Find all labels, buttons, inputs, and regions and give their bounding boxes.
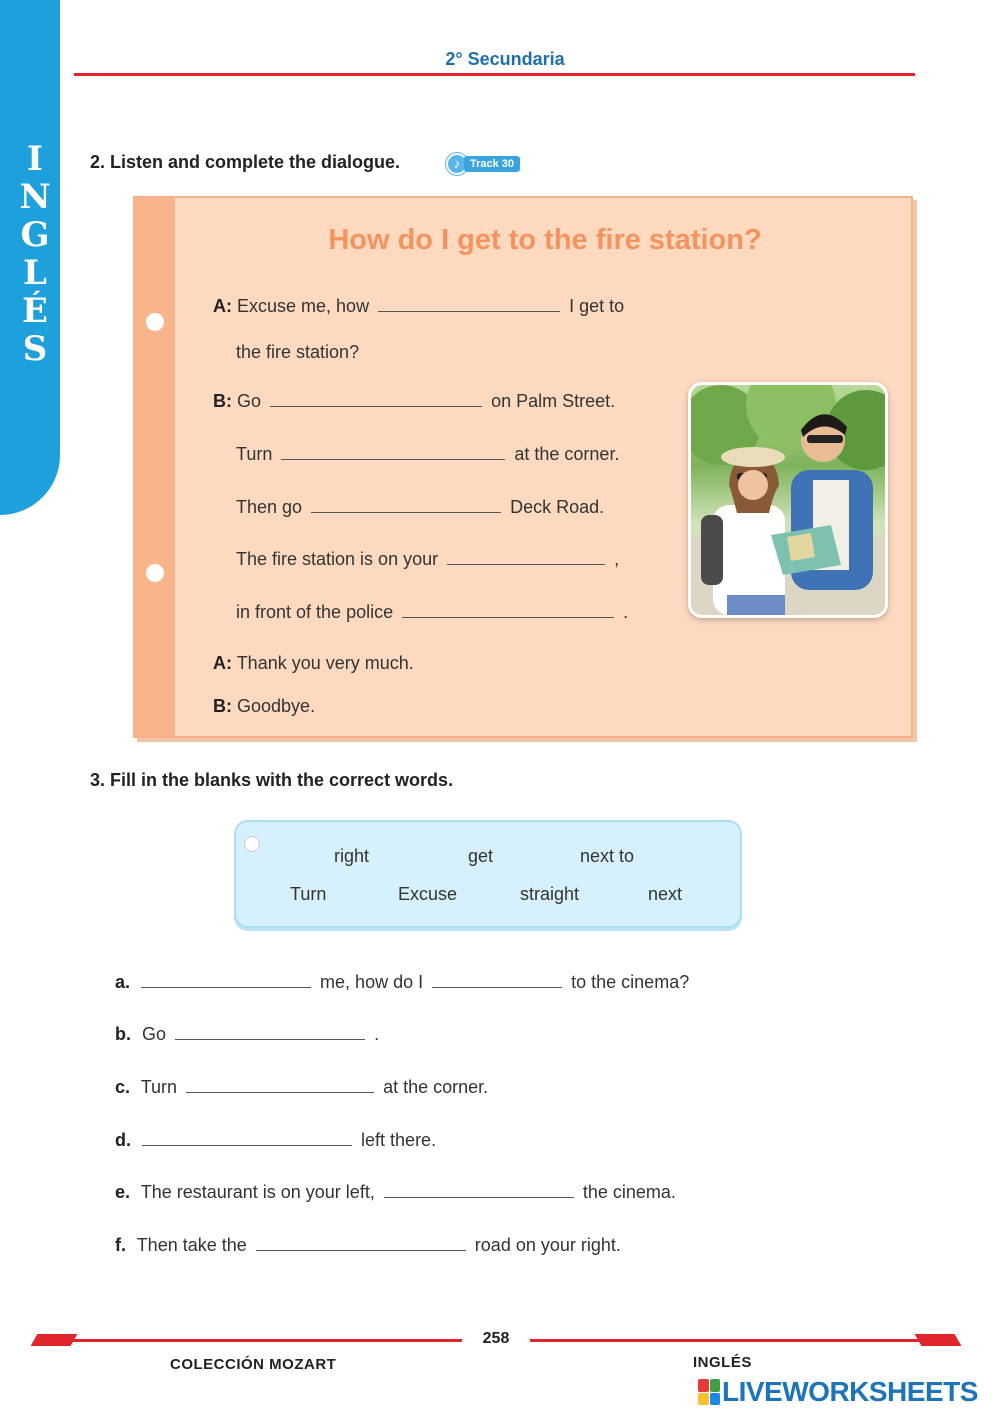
blank-input[interactable] bbox=[384, 1180, 574, 1198]
side-letter: L bbox=[23, 253, 47, 293]
footer-accent-right bbox=[915, 1334, 962, 1346]
footer-divider-right bbox=[530, 1339, 930, 1342]
line-text: I get to bbox=[569, 296, 625, 316]
tourists-map-photo bbox=[688, 382, 888, 618]
line-text: . bbox=[623, 602, 629, 622]
footer-collection: COLECCIÓN MOZART bbox=[170, 1356, 337, 1373]
side-tab-letters bbox=[20, 140, 50, 368]
word-bank-item: Excuse bbox=[398, 884, 458, 904]
dialogue-line bbox=[213, 389, 615, 412]
line-text: on Palm Street. bbox=[491, 391, 616, 411]
exercise-f bbox=[115, 1233, 621, 1256]
dialogue-line bbox=[236, 442, 619, 465]
exercise-text: left there. bbox=[361, 1130, 437, 1150]
exercise-text: me, how do I bbox=[320, 972, 424, 992]
line-text: Deck Road. bbox=[510, 497, 605, 517]
exercise-a bbox=[115, 970, 689, 993]
side-letter: I bbox=[27, 139, 43, 179]
dialogue-line bbox=[213, 653, 414, 674]
binder-hole bbox=[146, 564, 164, 582]
word-bank-item: next bbox=[648, 884, 683, 904]
blank-input[interactable] bbox=[256, 1233, 466, 1251]
exercise-text: Go bbox=[142, 1024, 167, 1044]
dialogue-line bbox=[213, 294, 624, 317]
liveworksheets-logo[interactable] bbox=[698, 1376, 978, 1408]
binder-hole bbox=[244, 836, 260, 852]
exercise-d bbox=[115, 1128, 436, 1151]
section3-heading: 3. Fill in the blanks with the correct words. bbox=[90, 770, 454, 790]
side-letter: S bbox=[22, 329, 48, 369]
side-letter: G bbox=[20, 215, 50, 255]
exercise-label: a. bbox=[115, 972, 131, 992]
blank-input[interactable] bbox=[186, 1075, 374, 1093]
header-divider bbox=[74, 73, 915, 76]
liveworksheets-icon bbox=[698, 1379, 720, 1405]
exercise-text: at the corner. bbox=[383, 1077, 489, 1097]
liveworksheets-brand: LIVEWORKSHEETS bbox=[722, 1376, 978, 1407]
blank-input[interactable] bbox=[402, 600, 614, 618]
side-letter: N bbox=[19, 177, 51, 217]
speaker-label: A: bbox=[213, 296, 232, 316]
blank-input[interactable] bbox=[281, 442, 505, 460]
tourists-illustration bbox=[691, 385, 888, 618]
speaker-label: A: bbox=[213, 653, 232, 673]
page-number: 258 bbox=[482, 1330, 510, 1347]
section2-heading: 2. Listen and complete the dialogue. bbox=[90, 152, 401, 172]
exercise-c bbox=[115, 1075, 488, 1098]
dialogue-line bbox=[236, 600, 628, 623]
page-header-title: 2° Secundaria bbox=[445, 49, 565, 69]
word-bank-item: straight bbox=[520, 884, 580, 904]
audio-track-button[interactable] bbox=[446, 152, 520, 176]
blank-input[interactable] bbox=[432, 970, 562, 988]
side-letter: É bbox=[22, 291, 48, 331]
line-text: Thank you very much. bbox=[236, 653, 414, 673]
exercise-label: c. bbox=[115, 1077, 131, 1097]
word-bank-item: get bbox=[468, 846, 494, 866]
blank-input[interactable] bbox=[311, 495, 501, 513]
line-text: Excuse me, how bbox=[237, 296, 370, 316]
dialogue-line bbox=[236, 342, 359, 363]
track-label: Track 30 bbox=[464, 156, 520, 172]
blank-input[interactable] bbox=[142, 1128, 352, 1146]
exercise-b bbox=[115, 1022, 379, 1045]
line-text: , bbox=[614, 549, 620, 569]
dialogue-line bbox=[236, 495, 604, 518]
exercise-label: d. bbox=[115, 1130, 131, 1150]
line-text: The fire station is on your bbox=[236, 549, 439, 569]
line-text: at the corner. bbox=[514, 444, 620, 464]
speaker-label: B: bbox=[213, 696, 232, 716]
footer-divider-left bbox=[60, 1339, 462, 1342]
line-text: Turn bbox=[236, 444, 273, 464]
word-bank bbox=[234, 820, 742, 928]
binder-hole bbox=[146, 313, 164, 331]
dialogue-line bbox=[213, 696, 315, 717]
line-text: Go bbox=[237, 391, 262, 411]
blank-input[interactable] bbox=[378, 294, 560, 312]
blank-input[interactable] bbox=[270, 389, 482, 407]
word-bank-item: next to bbox=[580, 846, 635, 866]
dialogue-line bbox=[236, 547, 619, 570]
footer-subject: INGLÉS bbox=[693, 1354, 752, 1371]
dialogue-card bbox=[133, 196, 913, 738]
exercise-text: Then take the bbox=[136, 1235, 247, 1255]
exercise-text: . bbox=[374, 1024, 380, 1044]
blank-input[interactable] bbox=[141, 970, 311, 988]
speaker-label: B: bbox=[213, 391, 232, 411]
line-text: the fire station? bbox=[236, 342, 360, 362]
line-text: Then go bbox=[236, 497, 303, 517]
exercise-text: Turn bbox=[140, 1077, 178, 1097]
exercise-label: e. bbox=[115, 1182, 131, 1202]
exercise-text: to the cinema? bbox=[571, 972, 690, 992]
line-text: Goodbye. bbox=[237, 696, 316, 716]
card-binder-strip bbox=[135, 198, 175, 736]
exercise-text: road on your right. bbox=[474, 1235, 621, 1255]
exercise-label: b. bbox=[115, 1024, 131, 1044]
exercise-text: the cinema. bbox=[582, 1182, 676, 1202]
music-note-icon: ♪ bbox=[446, 153, 468, 175]
word-bank-item: right bbox=[334, 846, 370, 866]
line-text: in front of the police bbox=[236, 602, 394, 622]
exercise-e bbox=[115, 1180, 676, 1203]
blank-input[interactable] bbox=[447, 547, 605, 565]
exercise-label: f. bbox=[115, 1235, 126, 1255]
dialogue-title: How do I get to the fire station? bbox=[328, 224, 762, 256]
blank-input[interactable] bbox=[175, 1022, 365, 1040]
exercise-text: The restaurant is on your left, bbox=[140, 1182, 375, 1202]
word-bank-item: Turn bbox=[290, 884, 327, 904]
